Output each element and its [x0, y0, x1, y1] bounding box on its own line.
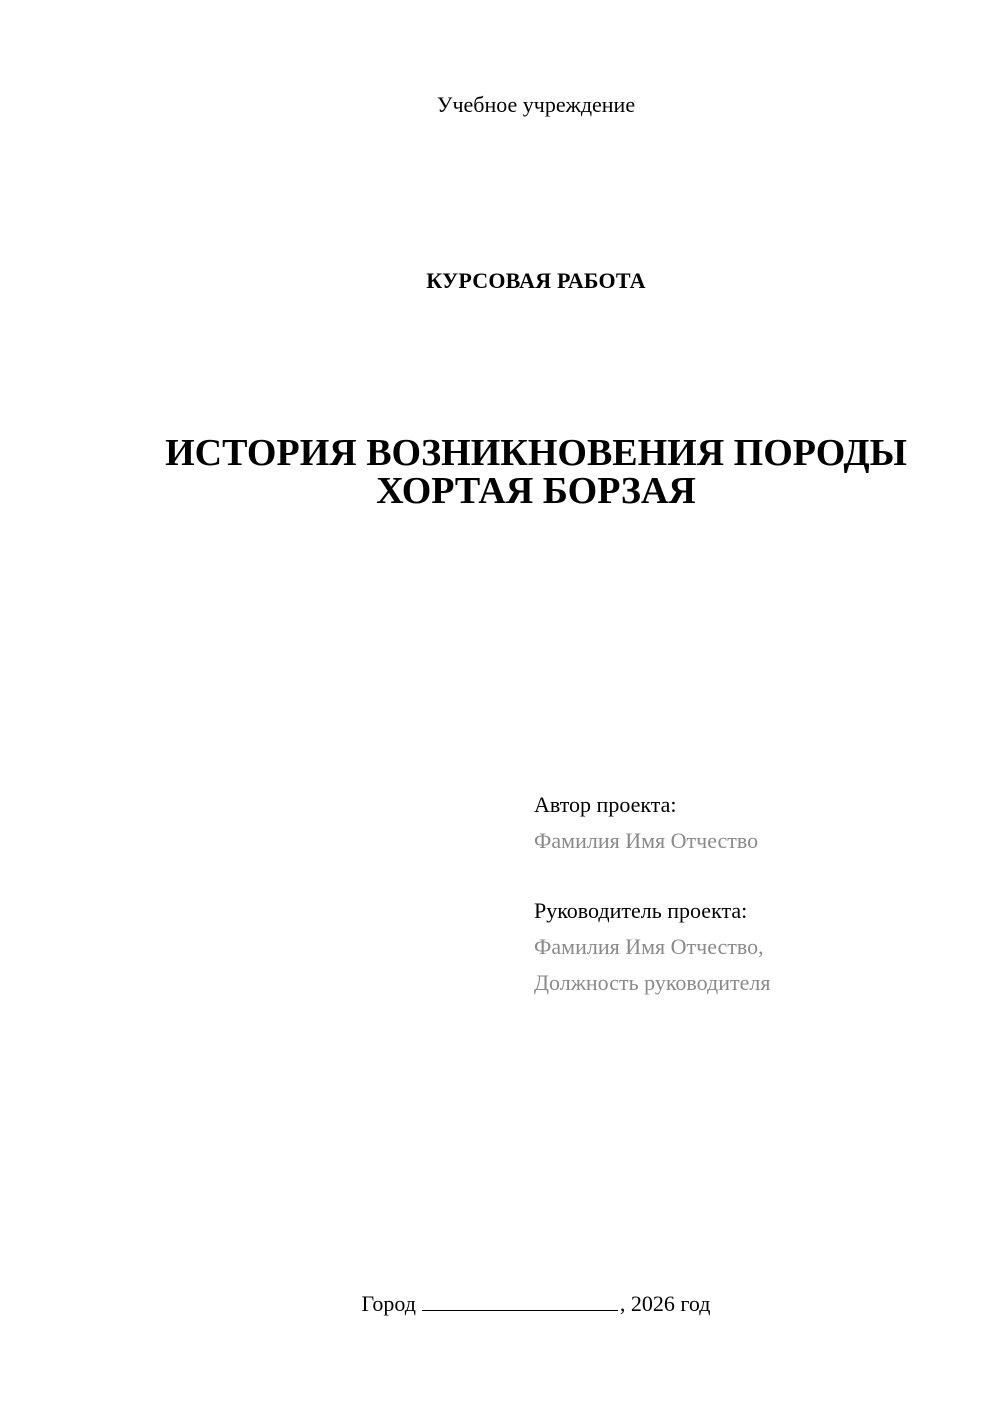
supervisor-label: Руководитель проекта:: [534, 898, 748, 923]
work-type-heading: КУРСОВАЯ РАБОТА: [426, 268, 646, 293]
credits-block: [534, 787, 770, 1001]
title-line-2: ХОРТАЯ БОРЗАЯ: [376, 470, 696, 512]
credits-spacer: [534, 859, 770, 893]
city-year-line: [0, 1290, 1000, 1317]
year-text: , 2026 год: [619, 1291, 711, 1316]
author-label: Автор проекта:: [534, 792, 677, 817]
title-line-1: ИСТОРИЯ ВОЗНИКНОВЕНИЯ ПОРОДЫ: [165, 432, 907, 474]
supervisor-position: Должность руководителя: [534, 970, 771, 995]
institution-name: Учебное учреждение: [436, 92, 636, 117]
supervisor-name: Фамилия Имя Отчество,: [534, 934, 764, 959]
author-name: Фамилия Имя Отчество: [534, 828, 759, 853]
city-label: Город: [361, 1291, 416, 1316]
city-blank-underline: [422, 1290, 618, 1311]
document-title: [0, 434, 1000, 510]
